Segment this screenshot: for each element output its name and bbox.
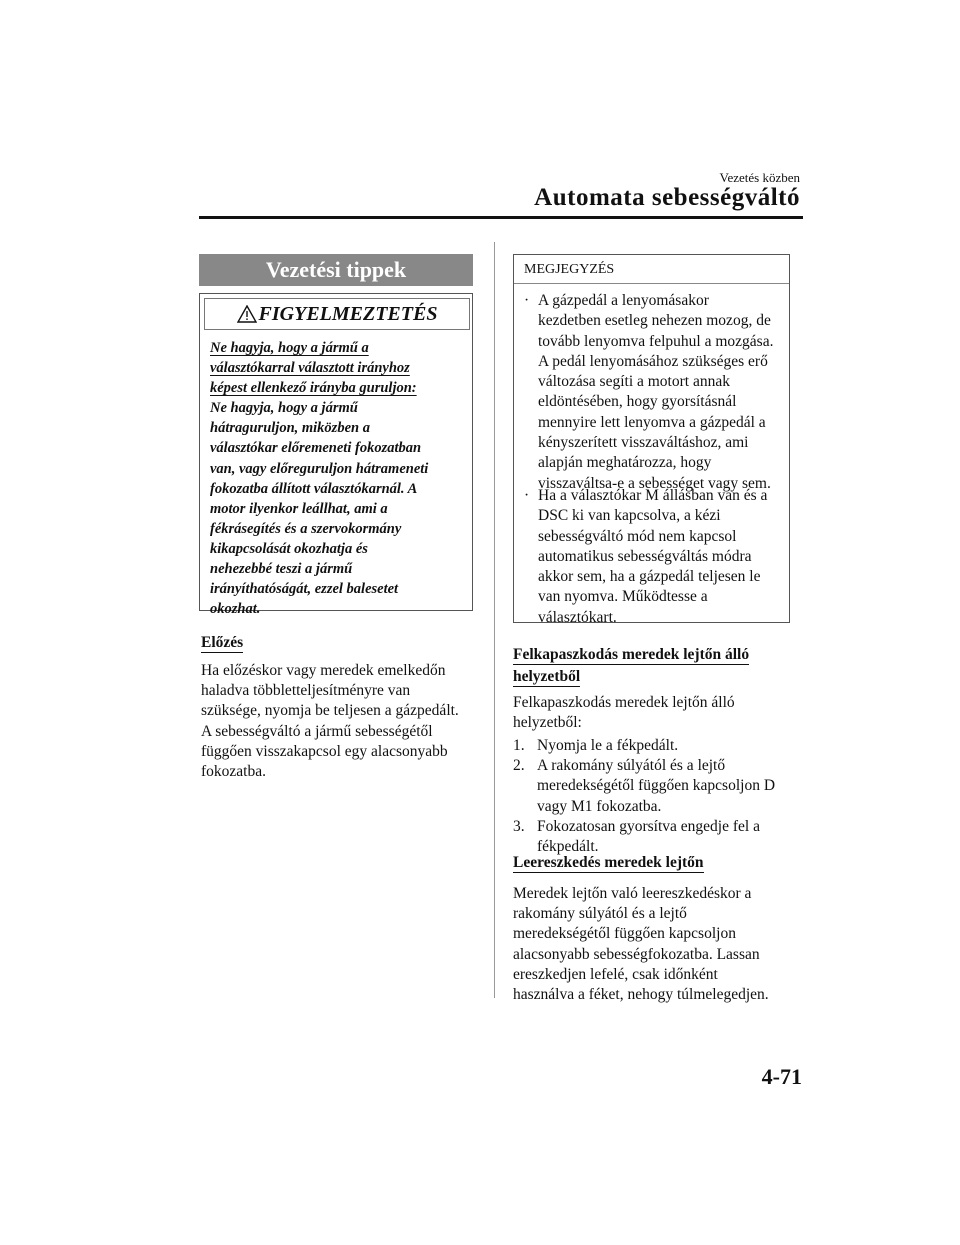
- warning-title: FIGYELMEZTETÉS: [258, 302, 438, 325]
- step-item: [513, 756, 791, 817]
- hill-start-heading-line: Felkapaszkodás meredek lejtőn álló: [513, 646, 750, 663]
- note-line: van nyomva. Működtesse a: [538, 588, 708, 606]
- descent-heading: [513, 854, 704, 872]
- warning-line: motor ilyenkor leállhat, ami a: [210, 500, 388, 517]
- descent-paragraph: [513, 884, 791, 1005]
- note-title: MEGJEGYZÉS: [524, 262, 615, 277]
- step-line: fékpedált.: [537, 838, 599, 856]
- paragraph-line: helyzetből:: [513, 714, 582, 732]
- note-line: akkor sem, ha a gázpedál teljesen le: [538, 568, 761, 586]
- note-line: kezdetben esetleg nehezen mozog, de: [538, 312, 771, 330]
- note-line: mennyire lett lenyomva a gázpedál a: [538, 413, 766, 431]
- paragraph-line: Felkapaszkodás meredek lejtőn álló: [513, 694, 735, 711]
- note-line: A pedál lenyomásához szükséges erő: [538, 352, 768, 370]
- overtaking-paragraph: [201, 661, 481, 782]
- paragraph-line: ereszkedjen lefelé, csak időnként: [513, 965, 718, 983]
- paragraph-line: függően visszakapcsol egy alacsonyabb: [201, 742, 448, 760]
- overtaking-heading: [201, 634, 243, 652]
- paragraph-line: alacsonyabb sebességfokozatba. Lassan: [513, 945, 760, 963]
- descent-heading-text: Leereszkedés meredek lejtőn: [513, 854, 704, 871]
- tips-banner: Vezetési tippek: [199, 254, 473, 286]
- warning-line: nehezebbé teszi a jármű: [210, 561, 353, 578]
- warning-header: [204, 298, 470, 330]
- section-title: Automata sebességváltó: [534, 184, 800, 211]
- note-line: sebességváltó mód nem kapcsol: [538, 527, 737, 545]
- overtaking-heading-text: Előzés: [201, 634, 244, 651]
- warning-line: választókar előremeneti fokozatban: [210, 440, 422, 457]
- note-line: választókart.: [538, 608, 617, 626]
- bullet-dot: ·: [524, 292, 530, 309]
- note-line: Ha a választókar M állásban van és a: [538, 487, 768, 504]
- note-line: visszaváltsa-e a sebességet vagy sem.: [538, 474, 771, 492]
- note-line: A gázpedál a lenyomásakor: [538, 292, 709, 309]
- step-line: A rakomány súlyától és a lejtő: [537, 757, 726, 775]
- warning-underlined-line: képest ellenkező irányba guruljon:: [210, 380, 417, 397]
- paragraph-line: Ha előzéskor vagy meredek emelkedőn: [201, 662, 446, 679]
- paragraph-line: rakomány súlyától és a lejtő: [513, 905, 687, 923]
- step-line: Fokozatosan gyorsítva engedje fel a: [537, 817, 760, 835]
- hill-start-heading: [513, 644, 783, 688]
- hill-start-intro: [513, 693, 788, 733]
- step-number: 2.: [513, 757, 525, 775]
- warning-line: kikapcsolását okozhatja és: [210, 540, 368, 557]
- chapter-label: Vezetés közben: [719, 170, 800, 185]
- step-item: [513, 817, 791, 857]
- warning-line: fékrásegítés és a szervokormány: [210, 520, 402, 537]
- step-item: [513, 736, 791, 756]
- note-line: változása segíti a motort annak: [538, 373, 730, 391]
- note-item: [524, 291, 782, 494]
- bullet-dot: ·: [524, 487, 530, 504]
- hill-start-steps: [513, 736, 791, 857]
- paragraph-line: Meredek lejtőn való leereszkedéskor a: [513, 885, 752, 902]
- note-box: [513, 254, 790, 626]
- step-line: vagy M1 fokozatba.: [537, 797, 662, 815]
- paragraph-line: szüksége, nyomja be teljesen a gázpedált.: [201, 702, 459, 720]
- note-line: alapján meghatározza, hogy: [538, 454, 712, 472]
- warning-line: van, vagy előreguruljon hátrameneti: [210, 460, 429, 477]
- warning-triangle-icon: [237, 305, 257, 323]
- step-line: Nyomja le a fékpedált.: [537, 737, 679, 754]
- warning-line: okozhat.: [210, 601, 261, 618]
- warning-line: fokozatba állított választókarnál. A: [210, 480, 418, 497]
- warning-box: [199, 293, 473, 618]
- warning-line: hátraguruljon, miközben a: [210, 420, 370, 437]
- paragraph-line: haladva többletteljesítményre van: [201, 682, 411, 700]
- note-title-rule: [514, 283, 789, 284]
- warning-line: Ne hagyja, hogy a jármű: [210, 400, 358, 417]
- note-item: [524, 486, 782, 628]
- note-line: DSC ki van kapcsolva, a kézi: [538, 507, 721, 525]
- paragraph-line: meredekségétől függően kapcsoljon: [513, 925, 736, 943]
- note-line: kényszerített visszaváltáshoz, ami: [538, 434, 749, 452]
- note-line: automatikus sebességváltás módra: [538, 547, 752, 565]
- hill-start-heading-line: helyzetből: [513, 668, 581, 685]
- warning-underlined-line: Ne hagyja, hogy a jármű a: [210, 340, 369, 356]
- paragraph-line: fokozatba.: [201, 763, 266, 781]
- warning-line: irányíthatóságát, ezzel balesetet: [210, 581, 399, 598]
- step-number: 3.: [513, 817, 525, 835]
- step-line: meredekségétől függően kapcsoljon D: [537, 777, 776, 795]
- column-divider: [494, 242, 495, 998]
- note-line: tovább lenyomva felpuhul a mozgása.: [538, 332, 774, 350]
- warning-text: [210, 338, 464, 619]
- page-number: 4-71: [761, 1064, 802, 1089]
- step-number: 1.: [513, 737, 525, 754]
- header-rule: [199, 216, 803, 219]
- warning-underlined-line: választókarral választott irányhoz: [210, 360, 410, 377]
- note-line: eldöntésében, hogy gyorsításnál: [538, 393, 737, 411]
- paragraph-line: használva a féket, nehogy túlmelegedjen.: [513, 986, 769, 1004]
- paragraph-line: A sebességváltó a jármű sebességétől: [201, 722, 433, 740]
